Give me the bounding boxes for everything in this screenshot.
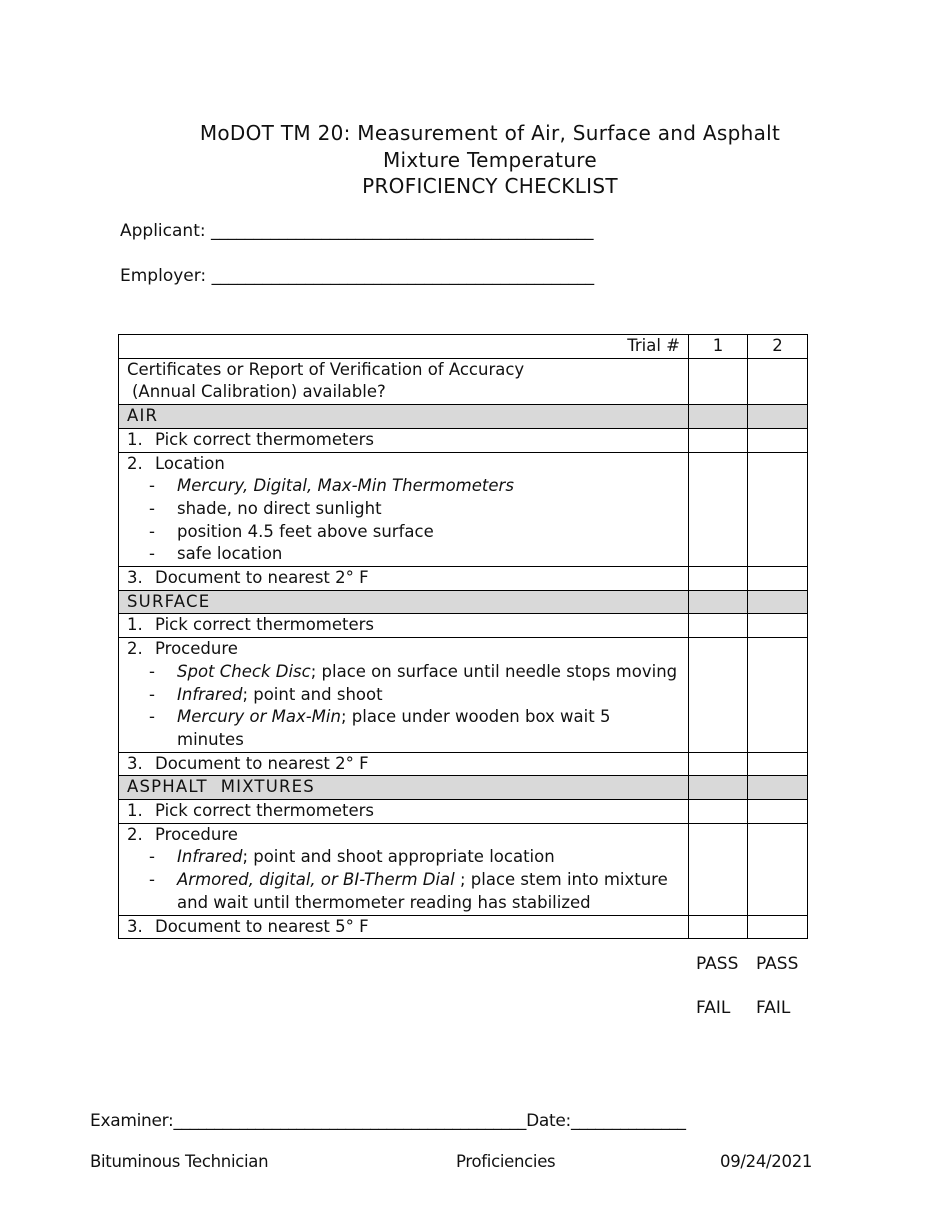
sub-item: - Armored, digital, or BI-Therm Dial ; place stem into mixture and wait until thermometer reading has stabilized <box>149 870 668 912</box>
date-blank[interactable]: ______________ <box>570 1111 686 1131</box>
section-title-surface: SURFACE <box>119 590 689 614</box>
trial-2-check-cell[interactable] <box>748 800 808 824</box>
step-text <box>119 915 689 939</box>
step-text <box>119 752 689 776</box>
sub-item: - position 4.5 feet above surface <box>127 521 680 544</box>
step-label: Document to nearest 5° F <box>155 916 369 936</box>
step-number: 3. <box>127 568 143 588</box>
step-text <box>119 567 689 591</box>
step-label: Document to nearest 2° F <box>155 753 369 773</box>
step-text <box>119 800 689 824</box>
trial-2-check-cell[interactable] <box>748 915 808 939</box>
checklist-row <box>119 823 808 915</box>
trial-1-check-cell[interactable] <box>689 638 748 753</box>
sub-item: - Infrared; point and shoot appropriate location <box>149 847 555 867</box>
step-label: Location <box>155 453 225 473</box>
trial-2-header: 2 <box>748 335 808 359</box>
checklist-row <box>119 428 808 452</box>
step-label: Procedure <box>155 639 238 659</box>
step-number: 2. <box>127 639 143 659</box>
trial-number-label: Trial # <box>119 335 689 359</box>
section-header-asphalt <box>119 776 808 800</box>
sub-item-italic: Infrared <box>177 684 243 704</box>
proficiency-checklist-table <box>118 334 808 939</box>
employer-blank[interactable]: _____________________________________________ <box>211 266 595 286</box>
step-number: 3. <box>127 753 143 773</box>
sub-item-text: shade, no direct sunlight <box>177 498 382 518</box>
trial-2-check-cell[interactable] <box>748 452 808 567</box>
sub-item-text: ; place under wooden box wait 5 minutes <box>177 707 611 749</box>
trial-2-check-cell[interactable] <box>748 614 808 638</box>
checklist-row <box>119 614 808 638</box>
employer-field[interactable] <box>120 266 594 286</box>
step-text <box>119 452 689 567</box>
trial-1-check-cell[interactable] <box>689 567 748 591</box>
step-text <box>119 638 689 753</box>
certificate-row <box>119 358 808 404</box>
sub-item-italic: Mercury or Max-Min <box>177 707 341 727</box>
applicant-field[interactable] <box>120 221 594 241</box>
sub-item-text: position 4.5 feet above surface <box>177 521 434 541</box>
sub-item-italic: Spot Check Disc <box>177 661 311 681</box>
sub-item-italic: Mercury, Digital, Max-Min Thermometers <box>177 476 514 496</box>
trial-header-row <box>119 335 808 359</box>
examiner-label: Examiner: <box>90 1111 174 1131</box>
step-label: Procedure <box>155 824 238 844</box>
employer-label: Employer: <box>120 266 207 286</box>
examiner-signoff[interactable] <box>90 1111 686 1131</box>
trial-2-check-cell[interactable] <box>748 638 808 753</box>
applicant-label: Applicant: <box>120 221 206 241</box>
step-text <box>119 428 689 452</box>
certificate-line-1: Certificates or Report of Verification of Accuracy <box>127 359 525 379</box>
step-label: Pick correct thermometers <box>155 801 375 821</box>
step-text <box>119 823 689 915</box>
trial-1-check-cell[interactable] <box>689 752 748 776</box>
step-number: 2. <box>127 453 143 473</box>
section-header-air <box>119 405 808 429</box>
checklist-row <box>119 638 808 753</box>
checklist-row <box>119 567 808 591</box>
checklist-row <box>119 452 808 567</box>
trial-2-check-cell[interactable] <box>748 567 808 591</box>
fail-option-trial-2[interactable]: FAIL <box>756 998 791 1018</box>
sub-item-italic: Armored, digital, or BI-Therm Dial <box>177 870 455 890</box>
certificate-text <box>119 358 689 404</box>
sub-item-text: ; place on surface until needle stops moving <box>310 661 678 681</box>
sub-item: - safe location <box>127 543 680 566</box>
trial-1-header: 1 <box>689 335 748 359</box>
section-title-air: AIR <box>119 405 689 429</box>
section-blank-cell <box>689 776 748 800</box>
title-line-2: Mixture Temperature <box>382 148 597 172</box>
section-blank-cell <box>689 405 748 429</box>
section-title-asphalt: ASPHALT MIXTURES <box>119 776 689 800</box>
section-blank-cell <box>748 776 808 800</box>
trial-2-check-cell[interactable] <box>748 823 808 915</box>
section-header-surface <box>119 590 808 614</box>
sub-item-italic: Infrared <box>177 847 243 867</box>
trial-1-check-cell[interactable] <box>689 823 748 915</box>
title-line-3: PROFICIENCY CHECKLIST <box>362 174 618 198</box>
sub-item: - Mercury, Digital, Max-Min Thermometers <box>149 476 514 496</box>
step-number: 1. <box>127 801 143 821</box>
sub-item-text: ; point and shoot <box>242 684 383 704</box>
step-text <box>119 614 689 638</box>
section-blank-cell <box>689 590 748 614</box>
examiner-blank[interactable]: ___________________________________________ <box>173 1111 527 1131</box>
step-number: 1. <box>127 615 143 635</box>
sub-item: - Mercury or Max-Min; place under wooden box wait 5 minutes <box>149 707 611 749</box>
sub-item-text: ; point and shoot appropriate location <box>242 847 555 867</box>
trial-1-check-cell[interactable] <box>689 800 748 824</box>
footer-date: 09/24/2021 <box>720 1152 813 1171</box>
trial-1-check-cell[interactable] <box>689 428 748 452</box>
title-line-1: MoDOT TM 20: Measurement of Air, Surface and Asphalt <box>199 121 781 145</box>
step-label: Pick correct thermometers <box>155 615 375 635</box>
applicant-blank[interactable]: _____________________________________________ <box>211 221 594 241</box>
step-number: 1. <box>127 429 143 449</box>
trial-1-check-cell[interactable] <box>689 452 748 567</box>
checklist-row <box>119 800 808 824</box>
checklist-row <box>119 915 808 939</box>
sub-item: - shade, no direct sunlight <box>127 498 680 521</box>
section-blank-cell <box>748 590 808 614</box>
fail-option-trial-1[interactable]: FAIL <box>696 998 731 1018</box>
trial-1-check-cell[interactable] <box>689 614 748 638</box>
footer-left: Bituminous Technician <box>90 1152 269 1171</box>
step-number: 3. <box>127 916 143 936</box>
section-blank-cell <box>748 405 808 429</box>
footer-center: Proficiencies <box>456 1152 556 1171</box>
pass-option-trial-2[interactable]: PASS <box>756 954 799 974</box>
sub-item: - Spot Check Disc; place on surface until needle stops moving <box>149 661 678 681</box>
sub-item: - Infrared; point and shoot <box>149 684 383 704</box>
pass-option-trial-1[interactable]: PASS <box>696 954 739 974</box>
checklist-row <box>119 752 808 776</box>
step-number: 2. <box>127 824 143 844</box>
certificate-line-2: (Annual Calibration) available? <box>132 382 386 402</box>
date-label: Date: <box>526 1111 571 1131</box>
trial-1-check-cell[interactable] <box>689 915 748 939</box>
trial-2-check-cell[interactable] <box>748 358 808 404</box>
step-label: Pick correct thermometers <box>155 429 375 449</box>
sub-item-text: safe location <box>177 544 283 564</box>
step-label: Document to nearest 2° F <box>155 568 369 588</box>
sub-item-text: ; place stem into mixture and wait until thermometer reading has stabilized <box>177 870 668 912</box>
trial-2-check-cell[interactable] <box>748 752 808 776</box>
trial-1-check-cell[interactable] <box>689 358 748 404</box>
trial-2-check-cell[interactable] <box>748 428 808 452</box>
